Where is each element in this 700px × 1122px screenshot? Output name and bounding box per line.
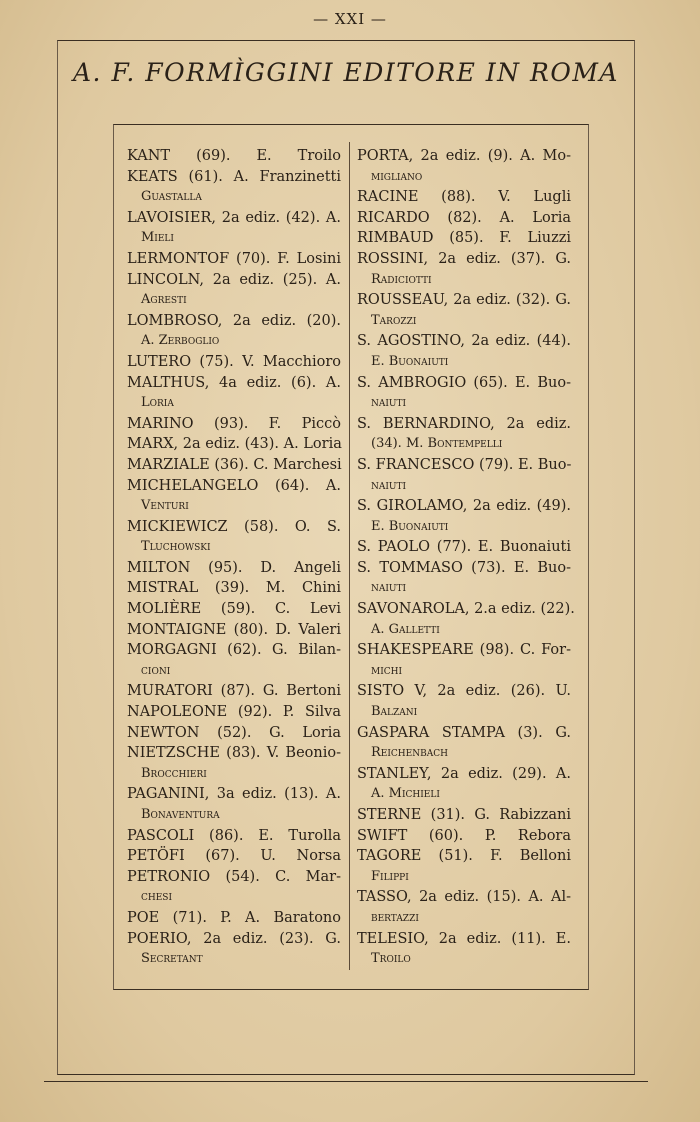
catalog-entry: [127, 455, 341, 476]
catalog-entry: [357, 846, 571, 887]
catalog-entry: [127, 558, 341, 579]
catalog-entry: [127, 146, 341, 167]
entry-title-line: S. AMBROGIO (65). E. Buo-: [357, 374, 571, 391]
entry-continuation-line: Balzani: [371, 704, 418, 720]
entry-title-line: MICKIEWICZ (58). O. S.: [127, 518, 341, 535]
entry-title-line: NIETZSCHE (83). V. Beonio-: [127, 745, 341, 762]
catalog-entry: [127, 373, 341, 414]
entry-title-line: MALTHUS, 4a ediz. (6). A.: [127, 374, 341, 391]
entry-title-line: TELESIO, 2a ediz. (11). E.: [357, 930, 571, 947]
catalog-entry: [357, 414, 571, 455]
entry-continuation-line: Troilo: [371, 951, 411, 967]
catalog-entry: [127, 620, 341, 641]
catalog-entry: [357, 887, 571, 928]
entry-title-line: POE (71). P. A. Baratono: [127, 909, 341, 926]
catalog-entry: [127, 743, 341, 784]
catalog-entry: [357, 681, 571, 722]
entry-title-line: MICHELANGELO (64). A.: [127, 477, 341, 494]
catalog-entry: [357, 455, 571, 496]
catalog-entry: [357, 599, 575, 640]
entry-title-line: PAGANINI, 3a ediz. (13). A.: [127, 786, 341, 803]
entry-title-line: POERIO, 2a ediz. (23). G.: [127, 930, 341, 947]
catalog-entry: [357, 208, 571, 229]
catalog-entry: [357, 228, 571, 249]
entry-title-line: MONTAIGNE (80). D. Valeri: [127, 621, 341, 638]
catalog-entry: [357, 723, 571, 764]
catalog-entry: [127, 434, 341, 455]
entry-continuation-line: Mieli: [141, 230, 174, 246]
entry-continuation-line: Reichenbach: [371, 745, 448, 761]
catalog-entry: [127, 414, 341, 435]
catalog-entry: [357, 373, 571, 414]
entry-title-line: MARZIALE (36). C. Marchesi: [127, 456, 342, 473]
entry-continuation-line: naiuti: [371, 395, 407, 411]
entry-title-line: PASCOLI (86). E. Turolla: [127, 827, 341, 844]
catalog-entry: [127, 929, 341, 970]
entry-title-line: MURATORI (87). G. Bertoni: [127, 683, 341, 700]
catalog-entry: [127, 723, 341, 744]
entry-title-line: STERNE (31). G. Rabizzani: [357, 807, 571, 823]
catalog-entry: [357, 146, 571, 187]
catalog-entry: [127, 249, 341, 270]
entry-title-line: MILTON (95). D. Angeli: [127, 559, 341, 576]
entry-title-line: GASPARA STAMPA (3). G.: [357, 724, 571, 741]
catalog-entry: [127, 352, 341, 373]
entry-title-line: KANT (69). E. Troilo: [127, 148, 341, 164]
entry-continuation-line: A. Michieli: [371, 786, 440, 802]
catalog-entry: [127, 311, 341, 352]
entry-continuation-line: (34). M. Bontempelli: [371, 436, 503, 452]
publisher-heading: A. F. FORMÌGGINI EDITORE IN ROMA: [73, 58, 619, 87]
entry-continuation-line: Radiciotti: [371, 271, 432, 287]
catalog-entry: [127, 784, 341, 825]
entry-continuation-line: E. Buonaiuti: [371, 353, 449, 369]
entry-continuation-line: A. Galletti: [371, 621, 440, 637]
entry-continuation-line: Guastalla: [141, 189, 202, 205]
catalog-entry: [357, 805, 571, 826]
entry-title-line: MOLIÈRE (59). C. Levi: [127, 601, 341, 618]
catalog-right-column: [357, 146, 575, 970]
catalog-entry: [127, 846, 341, 867]
page-number: — XXI —: [313, 10, 387, 28]
entry-title-line: PETRONIO (54). C. Mar-: [127, 868, 341, 885]
catalog-entry: [127, 640, 341, 681]
catalog-entry: [357, 640, 571, 681]
entry-continuation-line: Agresti: [141, 292, 187, 308]
entry-continuation-line: chesi: [141, 889, 173, 905]
catalog-entry: [357, 537, 571, 558]
entry-continuation-line: cioni: [141, 662, 171, 678]
column-divider: [349, 142, 350, 970]
catalog-entry: [127, 578, 341, 599]
entry-title-line: SWIFT (60). P. Rebora: [357, 827, 571, 844]
entry-continuation-line: Tarozzi: [371, 312, 417, 328]
catalog-entry: [127, 476, 341, 517]
catalog-entry: [127, 208, 341, 249]
entry-title-line: LUTERO (75). V. Macchioro: [127, 353, 341, 370]
entry-title-line: LOMBROSO, 2a ediz. (20).: [127, 312, 341, 329]
entry-title-line: S. GIROLAMO, 2a ediz. (49).: [357, 498, 571, 515]
catalog-entry: [357, 929, 571, 970]
entry-title-line: SISTO V, 2a ediz. (26). U.: [357, 683, 571, 700]
entry-continuation-line: michi: [371, 662, 403, 678]
entry-title-line: TASSO, 2a ediz. (15). A. Al-: [357, 889, 571, 906]
entry-title-line: NEWTON (52). G. Loria: [127, 724, 341, 741]
catalog-entry: [127, 167, 341, 208]
catalog-entry: [127, 681, 341, 702]
entry-title-line: ROSSINI, 2a ediz. (37). G.: [357, 250, 571, 267]
entry-title-line: SAVONAROLA, 2.a ediz. (22).: [357, 601, 575, 618]
entry-continuation-line: migliano: [371, 168, 423, 184]
entry-title-line: LERMONTOF (70). F. Losini: [127, 250, 341, 267]
entry-continuation-line: E. Buonaiuti: [371, 518, 449, 534]
catalog-left-column: [127, 146, 341, 970]
entry-title-line: PORTA, 2a ediz. (9). A. Mo-: [357, 148, 571, 164]
catalog-entry: [357, 826, 571, 847]
entry-title-line: MARX, 2a ediz. (43). A. Loria: [127, 436, 342, 453]
entry-title-line: KEATS (61). A. Franzinetti: [127, 168, 341, 185]
catalog-entry: [357, 496, 571, 537]
entry-continuation-line: Loria: [141, 395, 174, 411]
entry-title-line: SHAKESPEARE (98). C. For-: [357, 642, 571, 659]
catalog-entry: [127, 867, 341, 908]
entry-continuation-line: Brocchieri: [141, 765, 207, 781]
catalog-entry: [127, 599, 341, 620]
entry-title-line: S. FRANCESCO (79). E. Buo-: [357, 456, 572, 473]
catalog-entry: [357, 249, 571, 290]
entry-title-line: LAVOISIER, 2a ediz. (42). A.: [127, 209, 341, 226]
catalog-entry: [127, 826, 341, 847]
entry-continuation-line: Bonaventura: [141, 807, 220, 822]
entry-title-line: MISTRAL (39). M. Chini: [127, 580, 341, 597]
catalog-entry: [357, 331, 571, 372]
catalog-entry: [127, 702, 341, 723]
entry-title-line: TAGORE (51). F. Belloni: [357, 848, 571, 865]
catalog-entry: [357, 764, 571, 805]
entry-title-line: MARINO (93). F. Piccò: [127, 415, 341, 432]
entry-title-line: RIMBAUD (85). F. Liuzzi: [357, 230, 571, 247]
entry-title-line: MORGAGNI (62). G. Bilan-: [127, 642, 341, 659]
entry-continuation-line: Venturi: [141, 498, 189, 514]
catalog-entry: [357, 558, 571, 599]
entry-title-line: RACINE (88). V. Lugli: [357, 189, 571, 206]
entry-title-line: LINCOLN, 2a ediz. (25). A.: [127, 271, 341, 288]
entry-continuation-line: A. Zerboglio: [141, 333, 220, 349]
entry-continuation-line: Secretant: [141, 951, 203, 967]
entry-title-line: ROUSSEAU, 2a ediz. (32). G.: [357, 292, 571, 309]
entry-title-line: NAPOLEONE (92). P. Silva: [127, 704, 341, 721]
entry-continuation-line: Filippi: [371, 868, 409, 884]
entry-title-line: S. BERNARDINO, 2a ediz.: [357, 415, 571, 432]
entry-continuation-line: bertazzi: [371, 909, 419, 925]
entry-continuation-line: naiuti: [371, 477, 407, 493]
entry-title-line: S. TOMMASO (73). E. Buo-: [357, 559, 571, 576]
catalog-entry: [127, 270, 341, 311]
entry-title-line: S. PAOLO (77). E. Buonaiuti: [357, 539, 571, 556]
entry-continuation-line: naiuti: [371, 580, 407, 596]
entry-title-line: RICARDO (82). A. Loria: [357, 209, 571, 226]
catalog-entry: [357, 290, 571, 331]
catalog-entry: [127, 908, 341, 929]
entry-title-line: PETÖFI (67). U. Norsa: [127, 848, 341, 865]
catalog-entry: [357, 187, 571, 208]
entry-title-line: S. AGOSTINO, 2a ediz. (44).: [357, 333, 571, 350]
catalog-entry: [127, 517, 341, 558]
entry-title-line: STANLEY, 2a ediz. (29). A.: [357, 765, 571, 782]
entry-continuation-line: Tluchowski: [141, 539, 211, 555]
